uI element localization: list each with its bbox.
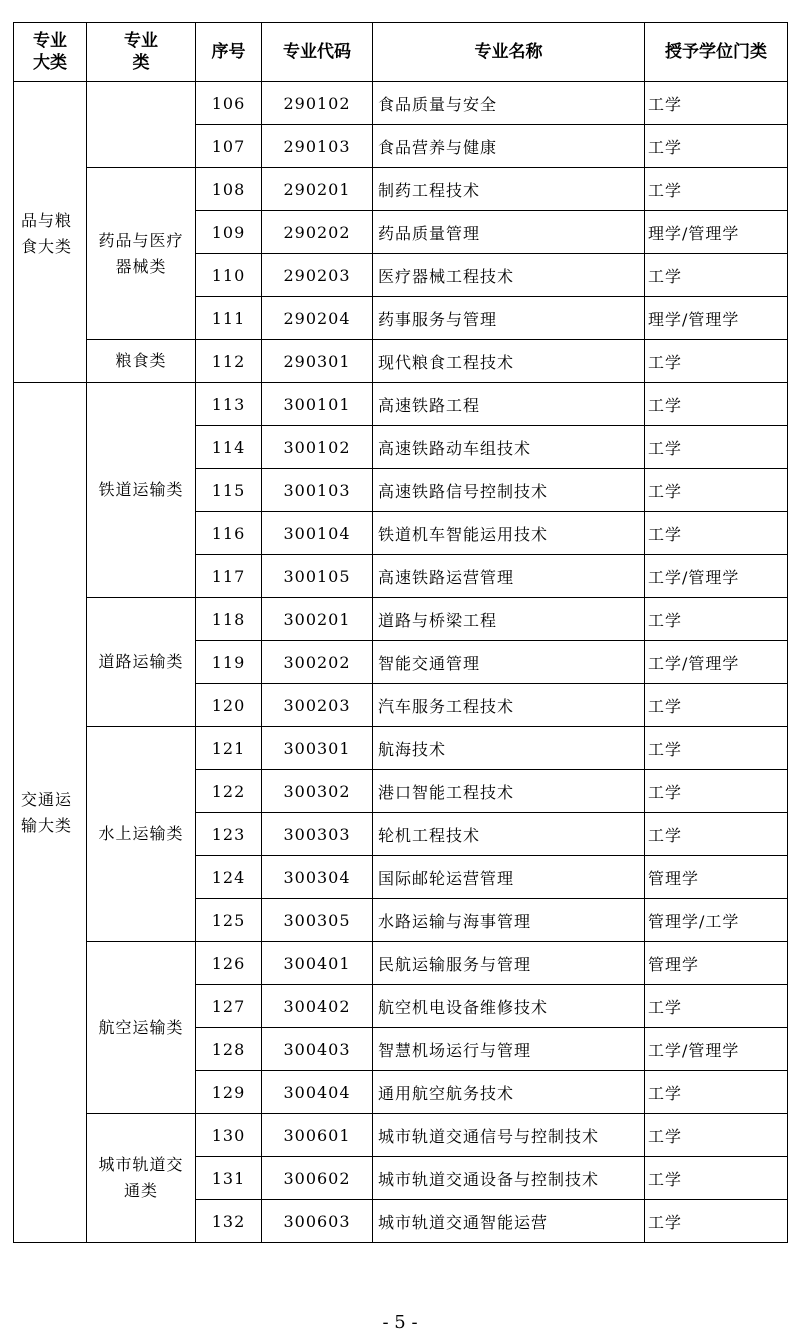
degree-cell: 工学 (645, 125, 788, 168)
seq-cell: 111 (196, 297, 262, 340)
code-cell: 300203 (262, 684, 373, 727)
header-name: 专业名称 (373, 23, 645, 82)
seq-cell: 122 (196, 770, 262, 813)
category-cell (87, 82, 196, 168)
degree-cell: 工学 (645, 168, 788, 211)
major-name-cell: 国际邮轮运营管理 (373, 856, 645, 899)
degree-cell: 管理学 (645, 856, 788, 899)
code-cell: 300302 (262, 770, 373, 813)
header-seq: 序号 (196, 23, 262, 82)
degree-cell: 工学/管理学 (645, 1028, 788, 1071)
code-cell: 300603 (262, 1200, 373, 1243)
major-name-cell: 城市轨道交通智能运营 (373, 1200, 645, 1243)
seq-cell: 107 (196, 125, 262, 168)
header-code: 专业代码 (262, 23, 373, 82)
seq-cell: 129 (196, 1071, 262, 1114)
degree-cell: 理学/管理学 (645, 297, 788, 340)
degree-cell: 管理学/工学 (645, 899, 788, 942)
code-cell: 290103 (262, 125, 373, 168)
major-name-cell: 高速铁路工程 (373, 383, 645, 426)
code-cell: 300402 (262, 985, 373, 1028)
seq-cell: 114 (196, 426, 262, 469)
major-name-cell: 医疗器械工程技术 (373, 254, 645, 297)
major-name-cell: 航空机电设备维修技术 (373, 985, 645, 1028)
code-cell: 290204 (262, 297, 373, 340)
seq-cell: 130 (196, 1114, 262, 1157)
header-major-category: 专业 大类 (14, 23, 87, 82)
header-row (14, 23, 788, 82)
degree-cell: 工学 (645, 684, 788, 727)
category-cell: 城市轨道交 通类 (87, 1114, 196, 1243)
code-cell: 300105 (262, 555, 373, 598)
table-row (14, 942, 788, 985)
seq-cell: 132 (196, 1200, 262, 1243)
table-row (14, 82, 788, 125)
seq-cell: 131 (196, 1157, 262, 1200)
degree-cell: 工学 (645, 1071, 788, 1114)
degree-cell: 工学 (645, 1157, 788, 1200)
degree-cell: 工学/管理学 (645, 555, 788, 598)
seq-cell: 127 (196, 985, 262, 1028)
seq-cell: 112 (196, 340, 262, 383)
category-cell: 道路运输类 (87, 598, 196, 727)
degree-cell: 工学 (645, 340, 788, 383)
seq-cell: 106 (196, 82, 262, 125)
seq-cell: 126 (196, 942, 262, 985)
seq-cell: 109 (196, 211, 262, 254)
seq-cell: 125 (196, 899, 262, 942)
major-name-cell: 智能交通管理 (373, 641, 645, 684)
code-cell: 290202 (262, 211, 373, 254)
major-name-cell: 汽车服务工程技术 (373, 684, 645, 727)
seq-cell: 115 (196, 469, 262, 512)
header-degree: 授予学位门类 (645, 23, 788, 82)
seq-cell: 121 (196, 727, 262, 770)
page-number: - 5 - (382, 1312, 418, 1333)
category-cell: 航空运输类 (87, 942, 196, 1114)
code-cell: 300304 (262, 856, 373, 899)
seq-cell: 119 (196, 641, 262, 684)
table-row (14, 598, 788, 641)
code-cell: 300102 (262, 426, 373, 469)
seq-cell: 110 (196, 254, 262, 297)
degree-cell: 工学/管理学 (645, 641, 788, 684)
major-category-cell: 品与粮 食大类 (14, 82, 87, 383)
degree-cell: 工学 (645, 1114, 788, 1157)
degree-cell: 工学 (645, 82, 788, 125)
degree-cell: 工学 (645, 813, 788, 856)
code-cell: 290102 (262, 82, 373, 125)
code-cell: 300404 (262, 1071, 373, 1114)
code-cell: 300403 (262, 1028, 373, 1071)
code-cell: 300303 (262, 813, 373, 856)
code-cell: 300201 (262, 598, 373, 641)
majors-table (13, 22, 788, 1243)
degree-cell: 工学 (645, 727, 788, 770)
degree-cell: 工学 (645, 598, 788, 641)
seq-cell: 116 (196, 512, 262, 555)
code-cell: 290201 (262, 168, 373, 211)
major-name-cell: 药事服务与管理 (373, 297, 645, 340)
table-header (14, 23, 788, 82)
degree-cell: 工学 (645, 469, 788, 512)
degree-cell: 管理学 (645, 942, 788, 985)
code-cell: 300601 (262, 1114, 373, 1157)
code-cell: 300305 (262, 899, 373, 942)
category-cell: 粮食类 (87, 340, 196, 383)
major-name-cell: 港口智能工程技术 (373, 770, 645, 813)
major-name-cell: 航海技术 (373, 727, 645, 770)
header-category: 专业 类 (87, 23, 196, 82)
seq-cell: 124 (196, 856, 262, 899)
degree-cell: 工学 (645, 254, 788, 297)
major-name-cell: 水路运输与海事管理 (373, 899, 645, 942)
major-name-cell: 制药工程技术 (373, 168, 645, 211)
degree-cell: 理学/管理学 (645, 211, 788, 254)
major-name-cell: 轮机工程技术 (373, 813, 645, 856)
major-name-cell: 民航运输服务与管理 (373, 942, 645, 985)
major-name-cell: 铁道机车智能运用技术 (373, 512, 645, 555)
code-cell: 300103 (262, 469, 373, 512)
degree-cell: 工学 (645, 770, 788, 813)
code-cell: 290203 (262, 254, 373, 297)
table-row (14, 1114, 788, 1157)
degree-cell: 工学 (645, 512, 788, 555)
table-row (14, 340, 788, 383)
major-name-cell: 智慧机场运行与管理 (373, 1028, 645, 1071)
category-cell: 铁道运输类 (87, 383, 196, 598)
major-name-cell: 通用航空航务技术 (373, 1071, 645, 1114)
code-cell: 300301 (262, 727, 373, 770)
seq-cell: 117 (196, 555, 262, 598)
code-cell: 300401 (262, 942, 373, 985)
category-cell: 药品与医疗 器械类 (87, 168, 196, 340)
degree-cell: 工学 (645, 383, 788, 426)
table-body (14, 82, 788, 1243)
seq-cell: 120 (196, 684, 262, 727)
major-name-cell: 食品质量与安全 (373, 82, 645, 125)
major-category-cell: 交通运 输大类 (14, 383, 87, 1243)
major-name-cell: 高速铁路信号控制技术 (373, 469, 645, 512)
major-name-cell: 高速铁路运营管理 (373, 555, 645, 598)
degree-cell: 工学 (645, 426, 788, 469)
seq-cell: 108 (196, 168, 262, 211)
major-name-cell: 道路与桥梁工程 (373, 598, 645, 641)
code-cell: 300602 (262, 1157, 373, 1200)
major-name-cell: 食品营养与健康 (373, 125, 645, 168)
code-cell: 300101 (262, 383, 373, 426)
code-cell: 300202 (262, 641, 373, 684)
major-name-cell: 城市轨道交通设备与控制技术 (373, 1157, 645, 1200)
degree-cell: 工学 (645, 985, 788, 1028)
seq-cell: 128 (196, 1028, 262, 1071)
table-row (14, 383, 788, 426)
code-cell: 300104 (262, 512, 373, 555)
code-cell: 290301 (262, 340, 373, 383)
category-cell: 水上运输类 (87, 727, 196, 942)
major-name-cell: 城市轨道交通信号与控制技术 (373, 1114, 645, 1157)
major-name-cell: 高速铁路动车组技术 (373, 426, 645, 469)
table-row (14, 727, 788, 770)
seq-cell: 113 (196, 383, 262, 426)
seq-cell: 123 (196, 813, 262, 856)
seq-cell: 118 (196, 598, 262, 641)
major-name-cell: 药品质量管理 (373, 211, 645, 254)
degree-cell: 工学 (645, 1200, 788, 1243)
major-name-cell: 现代粮食工程技术 (373, 340, 645, 383)
table-row (14, 168, 788, 211)
